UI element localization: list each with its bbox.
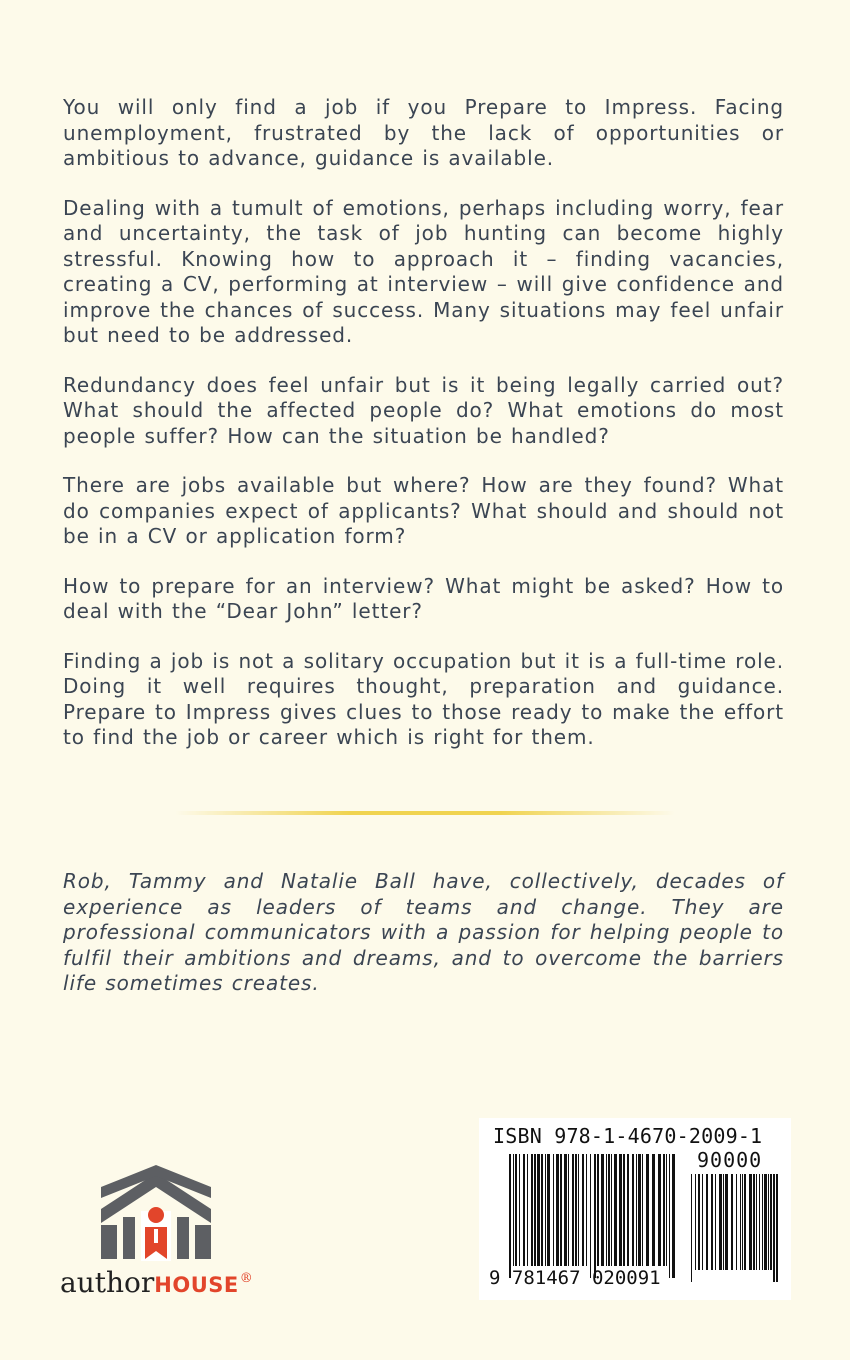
barcode-bar: [706, 1174, 708, 1270]
isbn-barcode: [479, 1118, 791, 1300]
barcode-bar: [547, 1154, 550, 1266]
barcode-bar: [642, 1154, 643, 1266]
blurb-paragraph-5: How to prepare for an interview? What might be asked? How to deal with the “Dear John” letter?: [63, 573, 784, 623]
barcode-bar: [669, 1154, 670, 1278]
barcode-bar: [638, 1154, 641, 1266]
barcode-bar: [572, 1154, 574, 1266]
house-with-person-icon: [97, 1165, 215, 1261]
barcode-bar: [749, 1174, 752, 1270]
barcode-bar: [768, 1174, 769, 1270]
barcode-bar: [608, 1154, 610, 1266]
barcode-bar: [742, 1174, 743, 1270]
barcode-bar: [560, 1154, 562, 1266]
barcode-bar: [666, 1154, 667, 1266]
barcode-bar: [513, 1154, 514, 1266]
barcode-bar: [658, 1154, 661, 1266]
barcode-bar: [519, 1154, 520, 1266]
author-bio: Rob, Tammy and Natalie Ball have, collectively, decades of experience as leaders of teams and change. They are professional communicators with a passion for helping people to fulfil their ambitions and dreams, and to overcome the barriers life sometimes creates.: [63, 869, 784, 995]
blurb-paragraph-4: There are jobs available but where? How are they found? What do companies expect of applicants? What should and should not be in a CV or application form?: [63, 473, 784, 548]
price-code: 90000: [697, 1148, 763, 1172]
barcode-bar: [537, 1154, 540, 1266]
barcode-bar: [601, 1154, 604, 1266]
barcode-bar: [515, 1154, 517, 1266]
barcode-bar: [723, 1174, 724, 1270]
barcode-bar: [590, 1154, 591, 1278]
barcode-bar: [586, 1154, 587, 1266]
barcode-bar: [719, 1174, 722, 1270]
barcode-bar: [756, 1174, 757, 1270]
barcode-bar: [509, 1154, 511, 1278]
barcode-bar: [606, 1154, 607, 1266]
barcode-bar: [523, 1154, 525, 1266]
barcode-bar: [568, 1154, 569, 1266]
barcode-bar: [770, 1174, 772, 1270]
barcode-bar: [545, 1154, 546, 1266]
barcode-bar: [672, 1154, 675, 1278]
barcode-bar: [776, 1174, 778, 1282]
blurb-section: [63, 95, 784, 775]
barcode-bar: [527, 1154, 528, 1266]
barcode-bar: [731, 1174, 733, 1270]
barcode-bar: [764, 1174, 767, 1270]
barcode-bar: [614, 1154, 617, 1266]
barcode-bar: [636, 1154, 637, 1266]
publisher-wordmark: [60, 1266, 253, 1299]
barcode-bar: [611, 1154, 612, 1266]
barcode-bar: [695, 1174, 696, 1270]
barcode-bar: [773, 1174, 775, 1282]
barcode-bar: [564, 1154, 567, 1266]
barcode-bar: [740, 1174, 741, 1270]
barcode-bar: [711, 1174, 713, 1270]
publisher-name-part2: HOUSE: [154, 1273, 239, 1297]
gold-divider: [175, 811, 675, 815]
barcode-bar: [627, 1154, 629, 1266]
publisher-name-part1: author: [60, 1266, 155, 1299]
barcode-bar: [541, 1154, 543, 1266]
barcode-bar: [594, 1154, 596, 1278]
barcode-bar: [623, 1154, 625, 1266]
blurb-paragraph-6: Finding a job is not a solitary occupation but it is a full-time role. Doing it well requires thought, preparation and guidance. Prepare to Impress gives clues to those ready to make the effort to find the job or career which is right for them.: [63, 648, 784, 749]
barcode-bar: [575, 1154, 577, 1266]
barcode-bar: [597, 1154, 599, 1266]
barcode-bar: [632, 1154, 634, 1266]
ean-digits: 9 781467 020091: [489, 1267, 661, 1289]
barcode-bar: [556, 1154, 559, 1266]
barcode-bar: [715, 1174, 716, 1270]
publisher-logo: [60, 1165, 270, 1305]
barcode-bar: [619, 1154, 622, 1266]
barcode-bar: [578, 1154, 579, 1266]
barcode-bar: [646, 1154, 649, 1266]
barcode-bar: [762, 1174, 763, 1270]
barcode-bar: [582, 1154, 584, 1266]
barcode-bar: [698, 1174, 700, 1270]
barcode-bar: [553, 1154, 554, 1266]
barcode-bar: [736, 1174, 737, 1270]
registered-mark: ®: [239, 1270, 253, 1286]
barcode-bar: [759, 1174, 760, 1270]
barcode-bar: [652, 1154, 655, 1266]
isbn-label: ISBN 978-1-4670-2009-1: [493, 1124, 763, 1148]
barcode-bar: [725, 1174, 728, 1270]
barcode-bar: [702, 1174, 703, 1270]
barcode-bar: [531, 1154, 533, 1266]
barcode-bar: [753, 1174, 755, 1270]
barcode-bar: [534, 1154, 536, 1266]
blurb-paragraph-1: You will only find a job if you Prepare to Impress. Facing unemployment, frustrated by the lack of opportunities or ambitious to advance, guidance is available.: [63, 95, 784, 170]
barcode-bar: [663, 1154, 665, 1266]
barcode-bar: [691, 1174, 692, 1282]
barcode-bar: [744, 1174, 746, 1270]
blurb-paragraph-2: Dealing with a tumult of emotions, perhaps including worry, fear and uncertainty, the task of job hunting can become highly stressful. Knowing how to approach it – finding vacancies, creating a CV, performing at interview – will give confidence and improve the chances of success. Many situations may feel unfair but need to be addressed.: [63, 195, 784, 347]
blurb-paragraph-3: Redundancy does feel unfair but is it being legally carried out? What should the affected people do? What emotions do most people suffer? How can the situation be handled?: [63, 372, 784, 448]
